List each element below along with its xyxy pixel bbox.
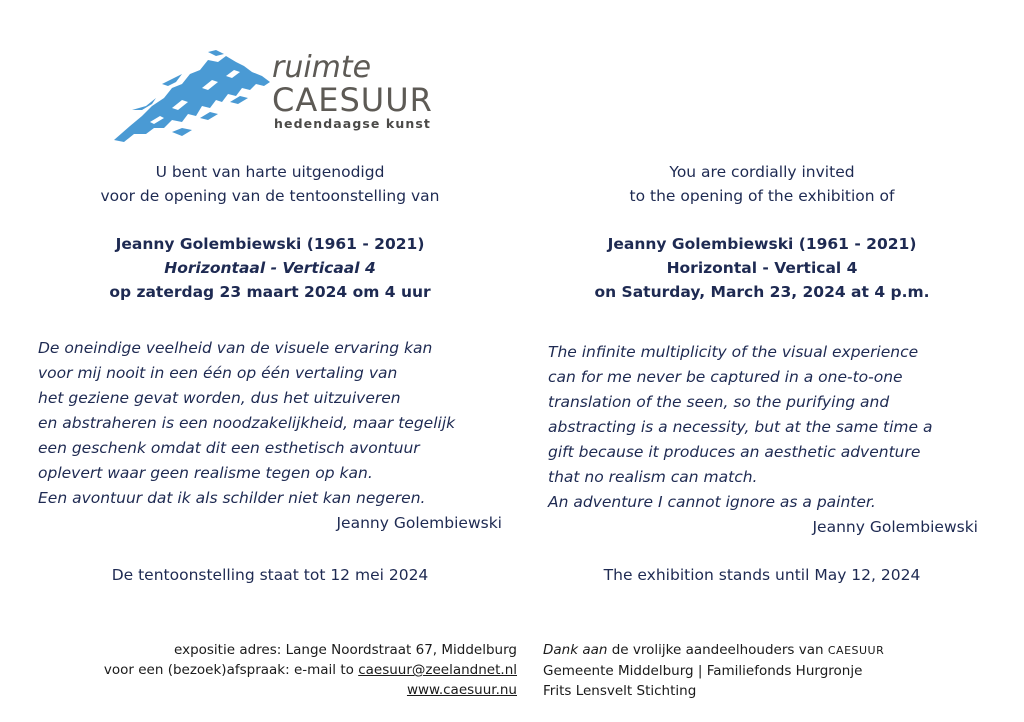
quote-line: abstracting is a necessity, but at the same time a: [548, 418, 933, 436]
logo-caesuur: CAESUUR: [272, 81, 433, 119]
footer-contact: [40, 640, 517, 700]
quote-line: Een avontuur dat ik als schilder niet kan negeren.: [38, 489, 426, 507]
caesuur-logo-text: [272, 52, 433, 131]
artist-nl: Jeanny Golembiewski (1961 - 2021): [115, 235, 425, 253]
footer-sponsors: [543, 640, 983, 701]
exhibition-title-en: Horizontal - Vertical 4: [666, 259, 858, 277]
quote-line: An adventure I cannot ignore as a painter.: [548, 493, 876, 511]
signature-nl: Jeanny Golembiewski: [336, 514, 502, 532]
thanks-line: [543, 640, 983, 661]
quote-line: De oneindige veelheid van de visuele ervaring kan: [38, 339, 433, 357]
exhibition-end-en: The exhibition stands until May 12, 2024: [603, 566, 921, 584]
quote-english: [548, 340, 978, 540]
invite-line2-nl: voor de opening van de tentoonstelling van: [100, 187, 440, 205]
thanks-italic: Dank aan: [543, 642, 608, 658]
invite-line1-nl: U bent van harte uitgenodigd: [155, 163, 385, 181]
thanks-rest: de vrolijke aandeelhouders van: [607, 642, 828, 658]
exhibition-title-nl: Horizontaal - Verticaal 4: [164, 259, 376, 277]
website-link[interactable]: www.caesuur.nu: [406, 682, 517, 698]
signature-en: Jeanny Golembiewski: [812, 518, 978, 536]
appointment-prefix: voor een (bezoek)afspraak: e-mail to: [103, 662, 359, 678]
exhibition-address: expositie adres: Lange Noordstraat 67, Middelburg: [174, 642, 517, 658]
quote-line: het geziene gevat worden, dus het uitzuiveren: [38, 389, 401, 407]
quote-dutch: [38, 336, 508, 536]
opening-date-nl: op zaterdag 23 maart 2024 om 4 uur: [109, 283, 431, 301]
quote-line: oplevert waar geen realisme tegen op kan.: [38, 464, 373, 482]
logo-ruimte: ruimte: [272, 50, 372, 85]
quote-line: The infinite multiplicity of the visual experience: [548, 343, 919, 361]
exhibition-end-nl: De tentoonstelling staat tot 12 mei 2024: [111, 566, 429, 584]
quote-line: can for me never be captured in a one-to-one: [548, 368, 903, 386]
invite-line1-en: You are cordially invited: [669, 163, 855, 181]
quote-line: gift because it produces an aesthetic adventure: [548, 443, 921, 461]
artist-en: Jeanny Golembiewski (1961 - 2021): [607, 235, 917, 253]
invitation-dutch: [40, 160, 500, 304]
quote-line: een geschenk omdat dit een esthetisch avontuur: [38, 439, 420, 457]
thanks-brand: CAESUUR: [827, 644, 885, 657]
sponsor-line2: Gemeente Middelburg | Familiefonds Hurgronje: [543, 663, 863, 679]
quote-line: that no realism can match.: [548, 468, 758, 486]
sponsor-line3: Frits Lensvelt Stichting: [543, 683, 697, 699]
quote-line: voor mij nooit in een één op één vertaling van: [38, 364, 398, 382]
quote-line: translation of the seen, so the purifying and: [548, 393, 890, 411]
opening-date-en: on Saturday, March 23, 2024 at 4 p.m.: [594, 283, 930, 301]
quote-line: en abstraheren is een noodzakelijkheid, maar tegelijk: [38, 414, 456, 432]
appointment-line: [40, 660, 517, 680]
caesuur-logo-mark: [112, 48, 277, 148]
invitation-english: [532, 160, 992, 304]
logo-subtitle: hedendaagse kunst: [274, 116, 431, 131]
email-link[interactable]: caesuur@zeelandnet.nl: [358, 662, 517, 678]
invite-line2-en: to the opening of the exhibition of: [629, 187, 895, 205]
